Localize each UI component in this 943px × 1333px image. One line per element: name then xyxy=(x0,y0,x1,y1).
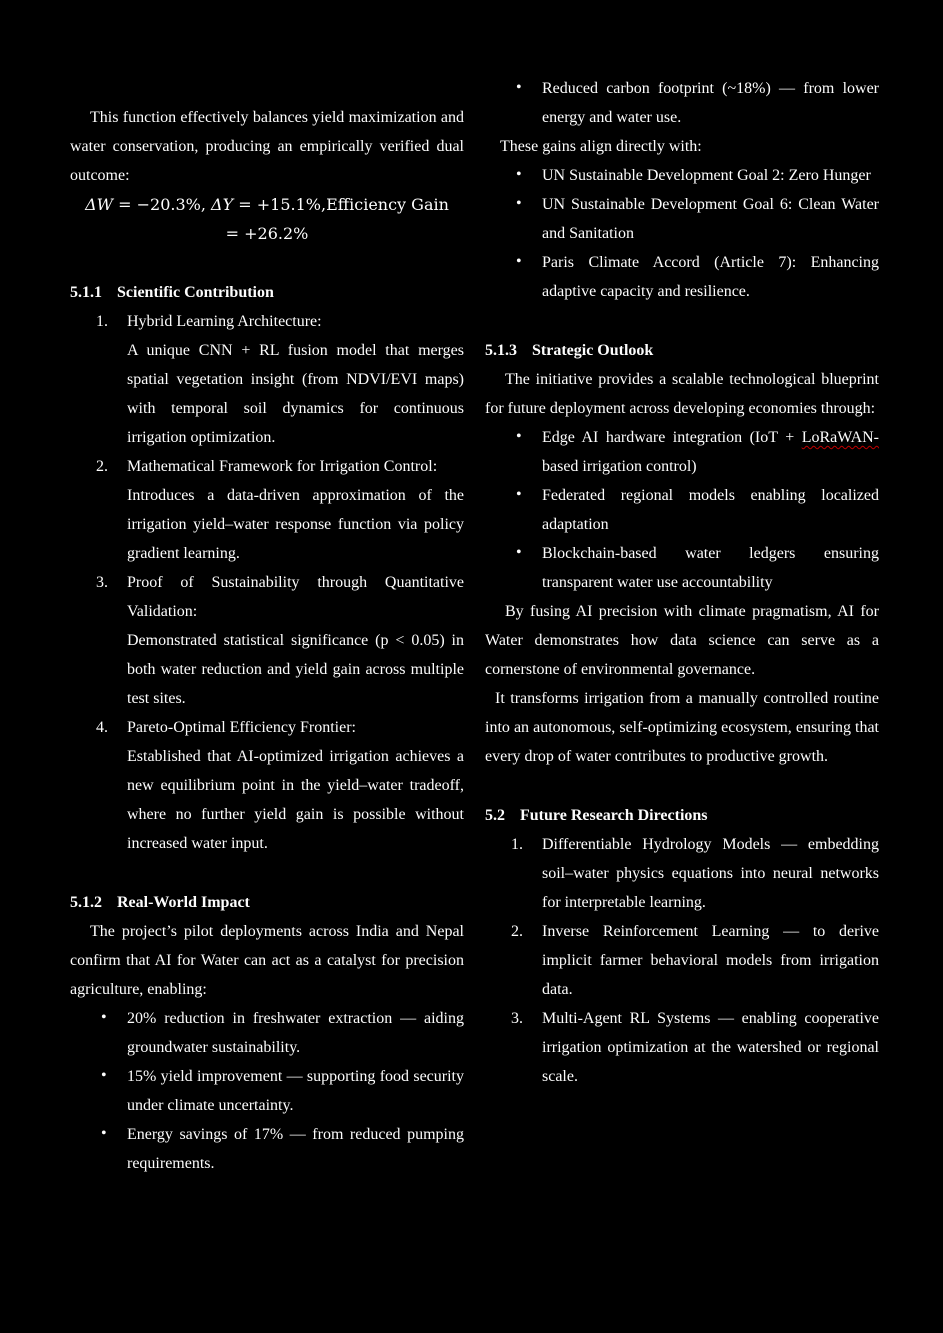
heading-number: 5.2 xyxy=(485,807,505,824)
item-number: 1. xyxy=(96,313,108,330)
bullet-text: UN Sustainable Development Goal 2: Zero Hunger xyxy=(542,167,871,184)
bullet-marker: • xyxy=(101,1009,107,1026)
bullet-marker: • xyxy=(516,253,522,270)
bullet-item xyxy=(485,161,879,190)
bullet-marker: • xyxy=(516,79,522,96)
bullet-item xyxy=(485,190,879,248)
paragraph: By fusing AI precision with climate pragmatism, AI for Water demonstrates how data science can serve as a cornerstone of environmental governance. xyxy=(485,603,879,678)
item-title: Proof of Sustainability through Quantitative Validation: xyxy=(127,574,464,620)
item-title: Hybrid Learning Architecture: xyxy=(127,313,322,330)
bullet-text: 20% reduction in freshwater extraction — aiding groundwater sustainability. xyxy=(127,1010,464,1056)
list-item xyxy=(485,1004,879,1091)
bullet-marker: • xyxy=(516,166,522,183)
item-number: 3. xyxy=(511,1010,523,1027)
item-title: Pareto-Optimal Efficiency Frontier: xyxy=(127,719,356,736)
equation-label: Efficiency Gain xyxy=(326,195,449,214)
bullet-text: Federated regional models enabling localized adaptation xyxy=(542,487,879,533)
item-title: Mathematical Framework for Irrigation Control: xyxy=(127,458,438,475)
paragraph: These gains align directly with: xyxy=(500,138,702,155)
bullet-marker: • xyxy=(516,195,522,212)
equation-segment: = −20.3%, xyxy=(113,195,212,214)
bullet-marker: • xyxy=(516,544,522,561)
item-number: 4. xyxy=(96,719,108,736)
item-body: Multi-Agent RL Systems — enabling cooperative irrigation optimization at the watershed or regional scale. xyxy=(542,1010,879,1085)
item-number: 2. xyxy=(96,458,108,475)
item-number: 1. xyxy=(511,836,523,853)
bullet-text-post: based irrigation control) xyxy=(542,458,697,475)
item-body: A unique CNN + RL fusion model that merges spatial vegetation insight (from NDVI/EVI maps) with temporal soil dynamics for continuous irrigation optimization. xyxy=(127,342,464,446)
list-item xyxy=(70,568,464,713)
bullet-marker: • xyxy=(516,486,522,503)
list-item xyxy=(70,307,464,452)
bullet-item xyxy=(485,423,879,481)
bullet-text: Paris Climate Accord (Article 7): Enhancing adaptive capacity and resilience. xyxy=(542,254,879,300)
left-column xyxy=(70,103,464,1178)
section-heading-5-1-2 xyxy=(70,888,464,917)
equation-line-2: = +26.2% xyxy=(225,224,309,243)
bullet-text: 15% yield improvement — supporting food security under climate uncertainty. xyxy=(127,1068,464,1114)
heading-title: Future Research Directions xyxy=(520,807,708,824)
heading-number: 5.1.2 xyxy=(70,894,102,911)
bullet-marker: • xyxy=(101,1067,107,1084)
equation xyxy=(70,190,464,248)
heading-title: Real-World Impact xyxy=(117,894,250,911)
item-number: 3. xyxy=(96,574,108,591)
bullet-item xyxy=(485,539,879,597)
paragraph: The project’s pilot deployments across India and Nepal confirm that AI for Water can act as a catalyst for precision agriculture, enabling: xyxy=(70,923,464,998)
item-body: Differentiable Hydrology Models — embedding soil–water physics equations into neural networks for interpretable learning. xyxy=(542,836,879,911)
bullet-text-pre: Edge AI hardware integration (IoT + xyxy=(542,429,802,446)
intro-paragraph: This function effectively balances yield maximization and water conservation, producing an empirically verified dual outcome: xyxy=(70,109,464,184)
bullet-marker: • xyxy=(516,428,522,445)
bullet-item xyxy=(70,1062,464,1120)
heading-number: 5.1.3 xyxy=(485,342,517,359)
bullet-text xyxy=(542,423,879,481)
item-body: Established that AI-optimized irrigation achieves a new equilibrium point in the yield–water tradeoff, where no further yield gain is possible without increased water input. xyxy=(127,748,464,852)
bullet-item xyxy=(485,481,879,539)
item-number: 2. xyxy=(511,923,523,940)
list-item xyxy=(70,713,464,858)
bullet-text: Energy savings of 17% — from reduced pumping requirements. xyxy=(127,1126,464,1172)
item-body: Inverse Reinforcement Learning — to derive implicit farmer behavioral models from irrigation data. xyxy=(542,923,879,998)
misspelled-word: LoRaWAN- xyxy=(801,429,879,446)
bullet-item xyxy=(70,1120,464,1178)
bullet-item xyxy=(70,1004,464,1062)
bullet-marker: • xyxy=(101,1125,107,1142)
heading-number: 5.1.1 xyxy=(70,284,102,301)
paragraph: It transforms irrigation from a manually controlled routine into an autonomous, self-optimizing ecosystem, ensuring that every drop of water contributes to productive growth. xyxy=(485,690,879,765)
list-item xyxy=(485,830,879,917)
bullet-item xyxy=(485,74,879,132)
section-heading-5-1-1 xyxy=(70,278,464,307)
paragraph: The initiative provides a scalable technological blueprint for future deployment across developing economies through: xyxy=(485,371,879,417)
heading-title: Strategic Outlook xyxy=(532,342,654,359)
right-column xyxy=(485,74,879,1091)
heading-title: Scientific Contribution xyxy=(117,284,274,301)
equation-line-1 xyxy=(70,190,464,219)
list-item xyxy=(70,452,464,568)
equation-variable: ΔW xyxy=(85,195,114,214)
item-body: Introduces a data-driven approximation of the irrigation yield–water response function via policy gradient learning. xyxy=(127,487,464,562)
section-heading-5-2 xyxy=(485,801,879,830)
bullet-text: Blockchain-based water ledgers ensuring transparent water use accountability xyxy=(542,545,879,591)
bullet-text: UN Sustainable Development Goal 6: Clean Water and Sanitation xyxy=(542,196,879,242)
bullet-item xyxy=(485,248,879,306)
section-heading-5-1-3 xyxy=(485,336,879,365)
bullet-text: Reduced carbon footprint (~18%) — from lower energy and water use. xyxy=(542,80,879,126)
equation-segment: = +15.1%, xyxy=(233,195,327,214)
list-item xyxy=(485,917,879,1004)
equation-variable: ΔY xyxy=(211,195,234,214)
item-body: Demonstrated statistical significance (p < 0.05) in both water reduction and yield gain across multiple test sites. xyxy=(127,632,464,707)
